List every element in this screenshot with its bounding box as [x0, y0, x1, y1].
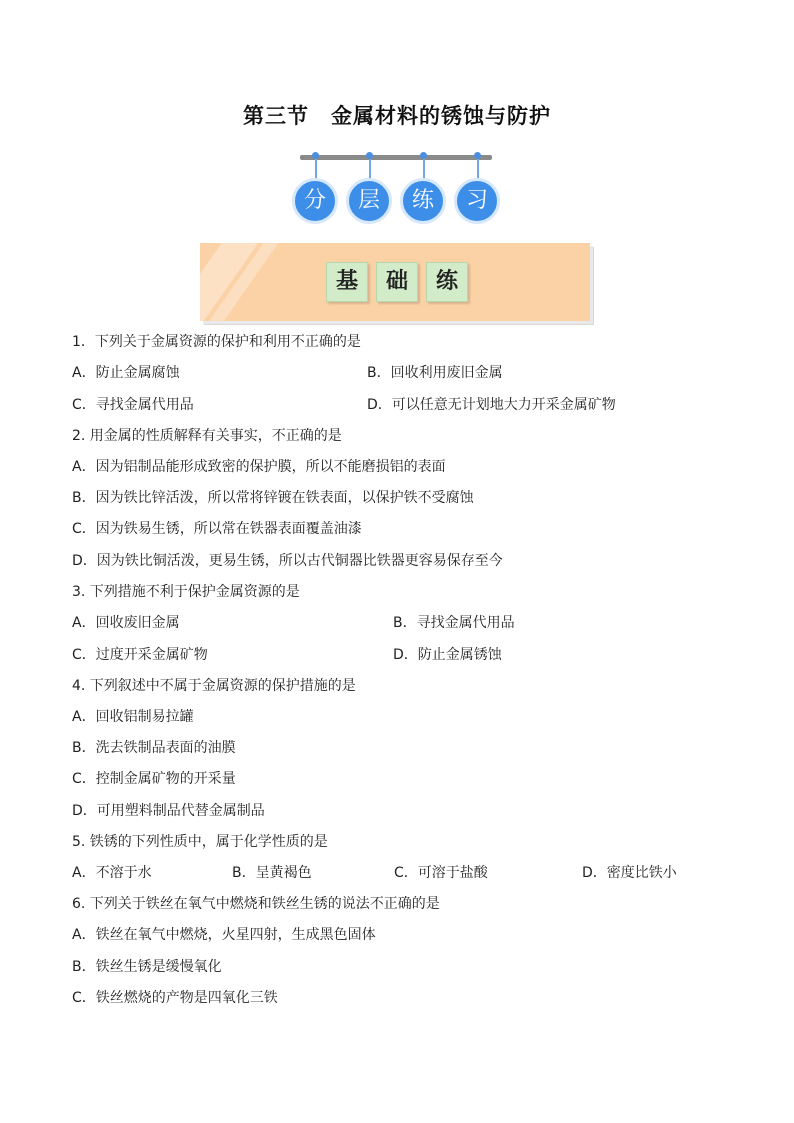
question-5-option-a: A．不溶于水	[72, 865, 152, 881]
banner-dot	[366, 152, 373, 159]
banner-string	[369, 159, 371, 179]
question-2-stem: 2. 用金属的性质解释有关事实，不正确的是	[72, 428, 342, 444]
banner-char: 练	[400, 178, 446, 224]
banner-dot	[420, 152, 427, 159]
question-1-option-a: A．防止金属腐蚀	[72, 365, 180, 381]
section-title: 金属材料的锈蚀与防护	[331, 104, 551, 128]
section-char: 练	[426, 262, 468, 302]
question-6-option-b: B．铁丝生锈是缓慢氧化	[72, 959, 222, 975]
question-4-option-d: D．可用塑料制品代替金属制品	[72, 803, 265, 819]
banner-string	[423, 159, 425, 179]
question-6-option-a: A．铁丝在氧气中燃烧，火星四射，生成黑色固体	[72, 927, 376, 943]
question-3-option-c: C．过度开采金属矿物	[72, 647, 208, 663]
banner-string	[477, 159, 479, 179]
question-4-option-a: A．回收铝制易拉罐	[72, 709, 194, 725]
section-char: 础	[376, 262, 418, 302]
question-1-option-c: C．寻找金属代用品	[72, 397, 194, 413]
question-5-option-b: B．呈黄褐色	[232, 865, 312, 881]
question-1-stem: 1．下列关于金属资源的保护和利用不正确的是	[72, 334, 361, 350]
page-title	[0, 100, 794, 130]
section-char: 基	[326, 262, 368, 302]
banner-char: 习	[454, 178, 500, 224]
banner-char: 层	[346, 178, 392, 224]
section-number: 第三节	[243, 104, 309, 128]
question-4-option-c: C．控制金属矿物的开采量	[72, 771, 236, 787]
banner-string	[315, 159, 317, 179]
question-5-option-d: D．密度比铁小	[582, 865, 677, 881]
question-4-stem: 4. 下列叙述中不属于金属资源的保护措施的是	[72, 678, 356, 694]
question-5-option-c: C．可溶于盐酸	[394, 865, 488, 881]
question-2-option-d: D．因为铁比铜活泼，更易生锈，所以古代铜器比铁器更容易保存至今	[72, 553, 503, 569]
question-3-stem: 3. 下列措施不利于保护金属资源的是	[72, 584, 300, 600]
question-3-option-a: A．回收废旧金属	[72, 615, 180, 631]
banner-dot	[474, 152, 481, 159]
question-1-option-b: B．回收利用废旧金属	[367, 365, 503, 381]
question-3-option-b: B．寻找金属代用品	[393, 615, 515, 631]
section-label	[326, 262, 468, 302]
question-4-option-b: B．洗去铁制品表面的油膜	[72, 740, 236, 756]
banner-char: 分	[292, 178, 338, 224]
section-header	[200, 243, 590, 321]
question-2-option-a: A．因为铝制品能形成致密的保护膜，所以不能磨损铝的表面	[72, 459, 446, 475]
question-6-stem: 6. 下列关于铁丝在氧气中燃烧和铁丝生锈的说法不正确的是	[72, 896, 440, 912]
banner-dot	[312, 152, 319, 159]
question-1-option-d: D．可以任意无计划地大力开采金属矿物	[367, 397, 616, 413]
question-2-option-b: B．因为铁比锌活泼，所以常将锌镀在铁表面，以保护铁不受腐蚀	[72, 490, 474, 506]
question-6-option-c: C．铁丝燃烧的产物是四氧化三铁	[72, 990, 278, 1006]
question-3-option-d: D．防止金属锈蚀	[393, 647, 502, 663]
question-5-stem: 5. 铁锈的下列性质中，属于化学性质的是	[72, 834, 328, 850]
banner-bar	[300, 155, 492, 160]
question-2-option-c: C．因为铁易生锈，所以常在铁器表面覆盖油漆	[72, 521, 362, 537]
